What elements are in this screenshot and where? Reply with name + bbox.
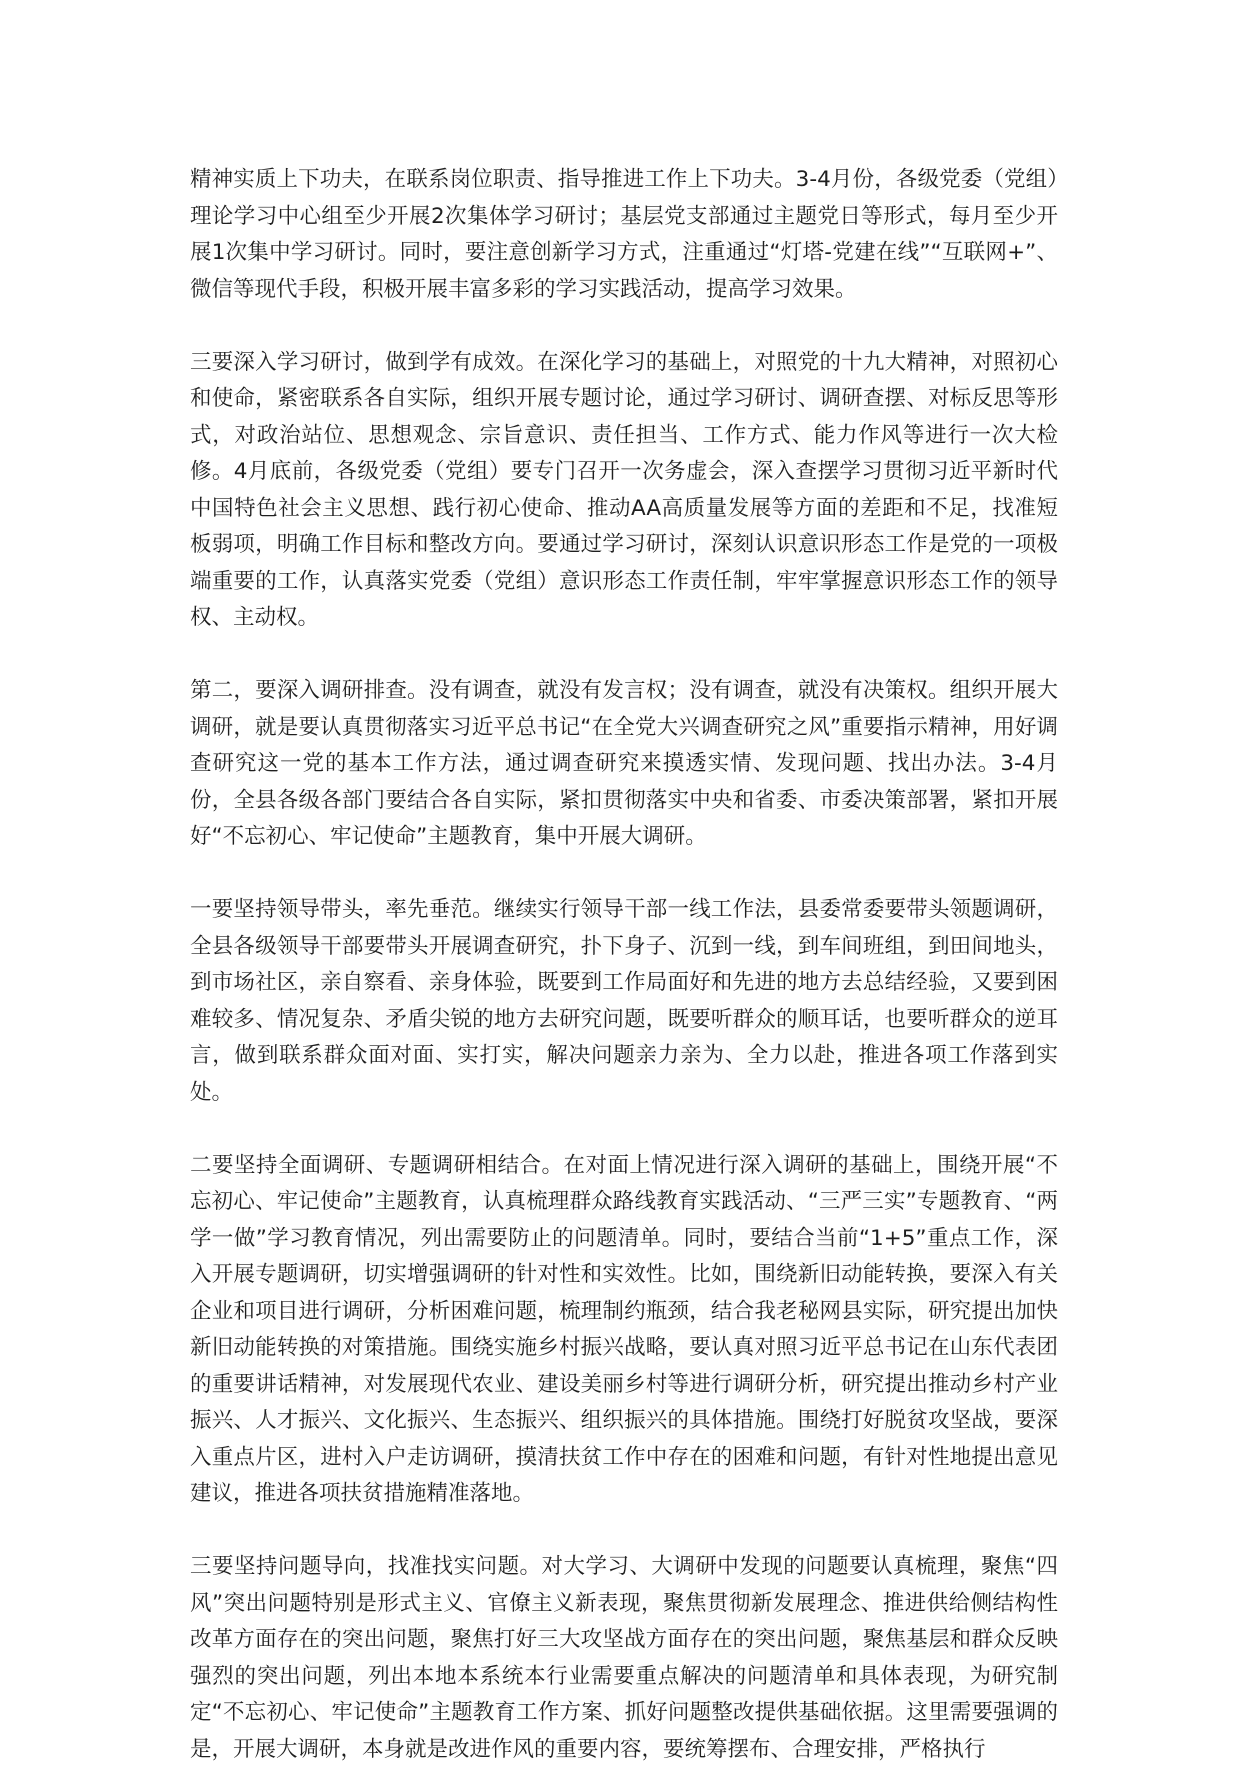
paragraph-study-methods: 精神实质上下功夫，在联系岗位职责、指导推进工作上下功夫。3-4月份，各级党委（党组）理论学习中心组至少开展2次集体学习研讨；基层党支部通过主题党日等形式，每月至少开展1次集中学习研讨。同时，要注意创新学习方式，注重通过“灯塔-党建在线”“互联网+”、微信等现代手段，积极开展丰富多彩的学习实践活动，提高学习效果。 bbox=[190, 167, 1058, 302]
paragraph-problem-orientation: 三要坚持问题导向，找准找实问题。对大学习、大调研中发现的问题要认真梳理，聚焦“四风”突出问题特别是形式主义、官僚主义新表现，聚焦贯彻新发展理念、推进供给侧结构性改革方面存在的突出问题，聚焦打好三大攻坚战方面存在的突出问题，聚焦基层和群众反映强烈的突出问题，列出本地本系统本行业需要重点解决的问题清单和具体表现，为研究制定“不忘初心、牢记使命”主题教育工作方案、抓好问题整改提供基础依据。这里需要强调的是，开展大调研，本身就是改进作风的重要内容，要统筹摆布、合理安排，严格执行 bbox=[190, 1554, 1058, 1762]
paragraph-study-discussion: 三要深入学习研讨，做到学有成效。在深化学习的基础上，对照党的十九大精神，对照初心和使命，紧密联系各自实际，组织开展专题讨论，通过学习研讨、调研查摆、对标反思等形式，对政治站位、思想观念、宗旨意识、责任担当、工作方式、能力作风等进行一次大检修。4月底前，各级党委（党组）要专门召开一次务虚会，深入查摆学习贯彻习近平新时代中国特色社会主义思想、践行初心使命、推动AA高质量发展等方面的差距和不足，找准短板弱项，明确工作目标和整改方向。要通过学习研讨，深刻认识意识形态工作是党的一项极端重要的工作，认真落实党委（党组）意识形态工作责任制，牢牢掌握意识形态工作的领导权、主动权。 bbox=[190, 349, 1058, 630]
paragraph-leadership-example: 一要坚持领导带头，率先垂范。继续实行领导干部一线工作法，县委常委要带头领题调研，全县各级领导干部要带头开展调查研究，扑下身子、沉到一线，到车间班组，到田间地头，到市场社区，亲自察看、亲身体验，既要到工作局面好和先进的地方去总结经验，又要到困难较多、情况复杂、矛盾尖锐的地方去研究问题，既要听群众的顺耳话，也要听群众的逆耳言，做到联系群众面对面、实打实，解决问题亲力亲为、全力以赴，推进各项工作落到实处。 bbox=[190, 897, 1058, 1105]
paragraph-comprehensive-research: 二要坚持全面调研、专题调研相结合。在对面上情况进行深入调研的基础上，围绕开展“不忘初心、牢记使命”主题教育，认真梳理群众路线教育实践活动、“三严三实”专题教育、“两学一做”学习教育情况，列出需要防止的问题清单。同时，要结合当前“1+5”重点工作，深入开展专题调研，切实增强调研的针对性和实效性。比如，围绕新旧动能转换，要深入有关企业和项目进行调研，分析困难问题，梳理制约瓶颈，结合我老秘网县实际，研究提出加快新旧动能转换的对策措施。围绕实施乡村振兴战略，要认真对照习近平总书记在山东代表团的重要讲话精神，对发展现代农业、建设美丽乡村等进行调研分析，研究提出推动乡村产业振兴、人才振兴、文化振兴、生态振兴、组织振兴的具体措施。围绕打好脱贫攻坚战，要深入重点片区，进村入户走访调研，摸清扶贫工作中存在的困难和问题，有针对性地提出意见建议，推进各项扶贫措施精准落地。 bbox=[190, 1152, 1058, 1506]
paragraph-research-investigation: 第二，要深入调研排查。没有调查，就没有发言权；没有调查，就没有决策权。组织开展大调研，就是要认真贯彻落实习近平总书记“在全党大兴调查研究之风”重要指示精神，用好调查研究这一党的基本工作方法，通过调查研究来摸透实情、发现问题、找出办法。3-4月份，全县各级各部门要结合各自实际，紧扣贯彻落实中央和省委、市委决策部署，紧扣开展好“不忘初心、牢记使命”主题教育，集中开展大调研。 bbox=[190, 678, 1058, 849]
document-body bbox=[190, 162, 1058, 1768]
